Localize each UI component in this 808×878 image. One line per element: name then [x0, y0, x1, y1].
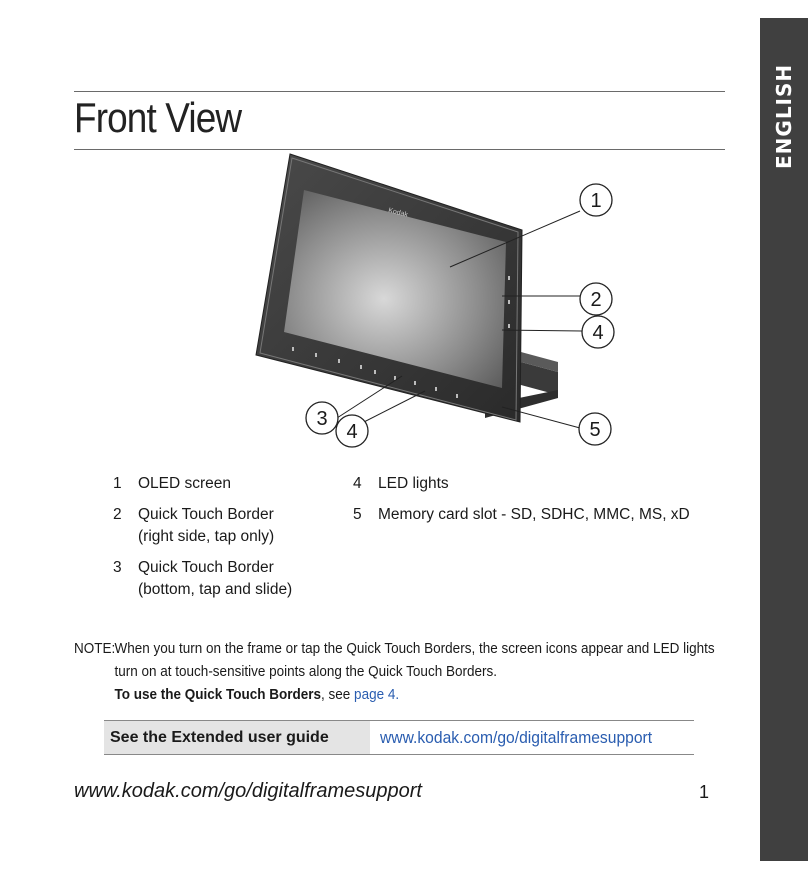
page-4-link[interactable]: page 4.	[354, 686, 400, 703]
extended-guide-box	[104, 720, 694, 755]
callout-1	[580, 184, 612, 216]
brand-logo: Kodak	[387, 207, 409, 219]
extended-guide-link[interactable]: www.kodak.com/go/digitalframesupport	[380, 728, 653, 747]
footer-url: www.kodak.com/go/digitalframesupport	[74, 780, 422, 802]
legend-item-5: 5 Memory card slot - SD, SDHC, MMC, MS, xD	[353, 506, 690, 523]
callout-4-right	[582, 316, 614, 348]
legend-item-2: 2 Quick Touch Border (right side, tap only)	[113, 506, 275, 545]
note-line-3: To use the Quick Touch Borders, see page 4.	[114, 686, 400, 703]
page-title: Front View	[74, 94, 242, 141]
callout-4-bottom	[336, 415, 368, 447]
svg-text:2: 2	[590, 289, 602, 311]
callout-2	[580, 283, 612, 315]
svg-text:5: 5	[589, 419, 601, 441]
note-line-1: When you turn on the frame or tap the Quick Touch Borders, the screen icons appear and LED lights	[114, 640, 715, 657]
language-tab	[760, 18, 808, 861]
frame-illustration	[240, 150, 640, 450]
page-number: 1	[699, 782, 710, 802]
note-prefix: NOTE:	[74, 640, 116, 657]
callout-5	[579, 413, 611, 445]
svg-text:1: 1	[590, 190, 602, 212]
legend-item-3: 3 Quick Touch Border (bottom, tap and slide)	[113, 559, 293, 598]
language-label: ENGLISH	[772, 63, 796, 169]
svg-text:4: 4	[346, 421, 358, 443]
callout-3	[306, 402, 338, 434]
svg-text:4: 4	[592, 322, 604, 344]
svg-text:3: 3	[316, 408, 328, 430]
legend-item-1: 1 OLED screen	[113, 475, 232, 492]
extended-guide-label: See the Extended user guide	[104, 721, 370, 754]
legend-item-4: 4 LED lights	[353, 475, 449, 492]
note-line-2: turn on at touch-sensitive points along the Quick Touch Borders.	[114, 663, 497, 680]
